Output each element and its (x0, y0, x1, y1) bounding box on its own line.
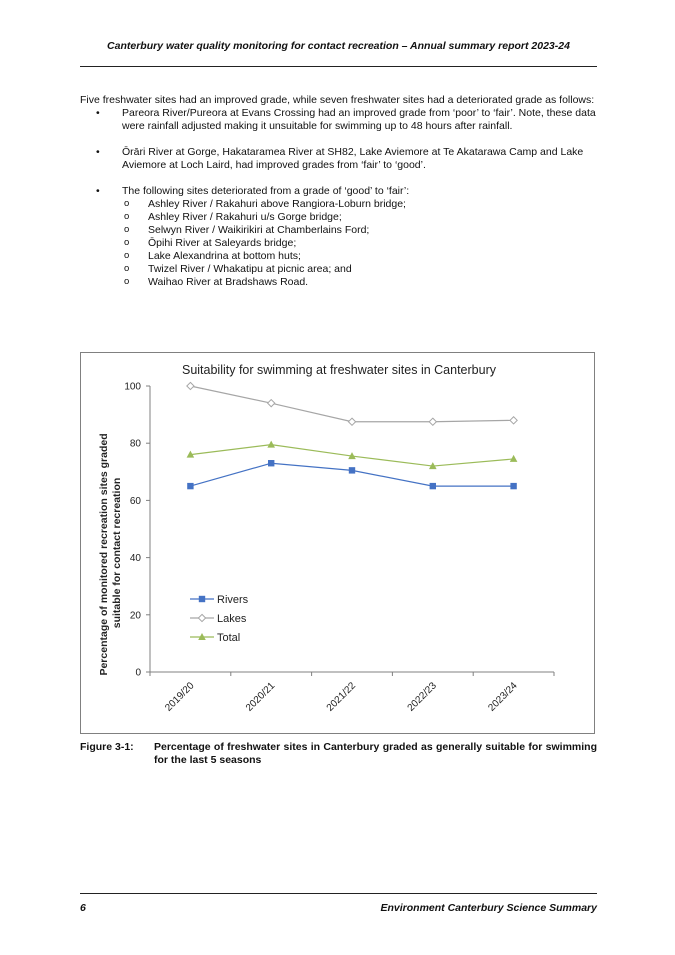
chart-title: Suitability for swimming at freshwater sites in Canterbury (181, 363, 497, 377)
figure-label: Figure 3-1: (80, 741, 134, 753)
series-line-rivers (190, 463, 513, 486)
data-point-rivers (349, 467, 355, 473)
y-axis-label-line: Percentage of monitored recreation sites graded (98, 433, 110, 676)
footer-rule (80, 893, 597, 894)
footer-publication: Environment Canterbury Science Summary (380, 902, 597, 914)
x-tick-label: 2022/23 (405, 680, 439, 714)
data-point-lakes (348, 418, 355, 425)
legend-marker (198, 614, 205, 621)
data-point-lakes (268, 400, 275, 407)
series-layer (187, 382, 518, 489)
legend-label: Total (217, 632, 241, 644)
sub-list-item: o Twizel River / Whakatipu at picnic area; and (122, 263, 597, 276)
sub-list-item: o Selwyn River / Waikirikiri at Chamberlains Ford; (122, 224, 597, 237)
data-point-rivers (430, 483, 436, 489)
legend-item-lakes (190, 613, 247, 625)
page-number: 6 (80, 902, 86, 914)
data-point-lakes (510, 417, 517, 424)
series-total (187, 441, 518, 469)
intro-paragraph: Five freshwater sites had an improved grade, while seven freshwater sites had a deteriorated grade as follows: (80, 94, 595, 106)
sub-list (122, 198, 597, 289)
axes (124, 382, 554, 714)
bullet-item: • Ōrāri River at Gorge, Hakataramea River at SH82, Lake Aviemore at Te Akatarawa Camp and Lake Aviemore at Loch Laird, had improved grades from ‘fair’ to ‘good’. (80, 146, 597, 172)
figure-caption (80, 741, 597, 767)
y-tick-label: 40 (129, 553, 141, 565)
series-line-lakes (190, 386, 513, 422)
legend-marker (199, 596, 205, 602)
data-point-rivers (187, 483, 193, 489)
x-tick-label: 2020/21 (243, 680, 278, 714)
legend-item-total (190, 632, 240, 644)
data-point-lakes (429, 418, 436, 425)
series-rivers (187, 460, 517, 489)
data-point-rivers (510, 483, 516, 489)
figure-caption-text: Percentage of freshwater sites in Canterbury graded as generally suitable for swimming for the last 5 seasons (154, 741, 597, 766)
y-axis-label-line: suitable for contact recreation (111, 477, 123, 629)
legend-label: Lakes (217, 613, 247, 625)
sub-list-item: o Lake Alexandrina at bottom huts; (122, 250, 597, 263)
legend-item-rivers (190, 594, 249, 606)
x-tick-label: 2023/24 (486, 680, 520, 714)
data-point-rivers (268, 460, 274, 466)
bullet-list (80, 107, 597, 289)
data-point-total (510, 455, 518, 462)
bullet-item: • Pareora River/Pureora at Evans Crossing had an improved grade from ‘poor’ to ‘fair’. Note, these data were rainfall adjusted making it unsuitable for swimming up to 48 hours after rainfall. (80, 107, 597, 133)
x-tick-label: 2019/20 (163, 680, 197, 714)
y-axis-label (98, 430, 123, 675)
body-text (80, 94, 597, 302)
chart-frame (80, 352, 595, 734)
header-rule (80, 66, 597, 67)
page-header: Canterbury water quality monitoring for contact recreation – Annual summary report 2023-24 (107, 40, 570, 52)
y-tick-label: 0 (135, 667, 141, 679)
y-tick-label: 60 (129, 495, 141, 507)
legend-label: Rivers (217, 594, 249, 606)
y-tick-label: 100 (124, 381, 141, 393)
chart-legend (190, 594, 249, 644)
sub-list-item: o Ōpihi River at Saleyards bridge; (122, 237, 597, 250)
series-lakes (187, 382, 517, 425)
x-tick-label: 2021/22 (324, 680, 359, 714)
sub-list-item: o Ashley River / Rakahuri u/s Gorge bridge; (122, 211, 597, 224)
data-point-total (267, 441, 275, 448)
y-tick-label: 80 (129, 438, 141, 450)
sub-list-item: o Ashley River / Rakahuri above Rangiora-Loburn bridge; (122, 198, 597, 211)
line-chart (81, 353, 594, 733)
data-point-lakes (187, 382, 194, 389)
sub-list-item: o Waihao River at Bradshaws Road. (122, 276, 597, 289)
y-tick-label: 20 (129, 610, 141, 622)
bullet-item: • The following sites deteriorated from a grade of ‘good’ to ‘fair’: o Ashley River / Rakahuri above Rangiora-Loburn bridge; o Ashley River / Rakahuri u/s Gorge bridge; o Selwyn River / Waikirikiri at Chamberlains Ford; o Ōpihi River at Saleyards bridge; o Lake Alexandrina at bottom huts; o Twizel River / Whakatipu at picnic area; and o Waihao River at Bradshaws Road. (80, 185, 597, 289)
